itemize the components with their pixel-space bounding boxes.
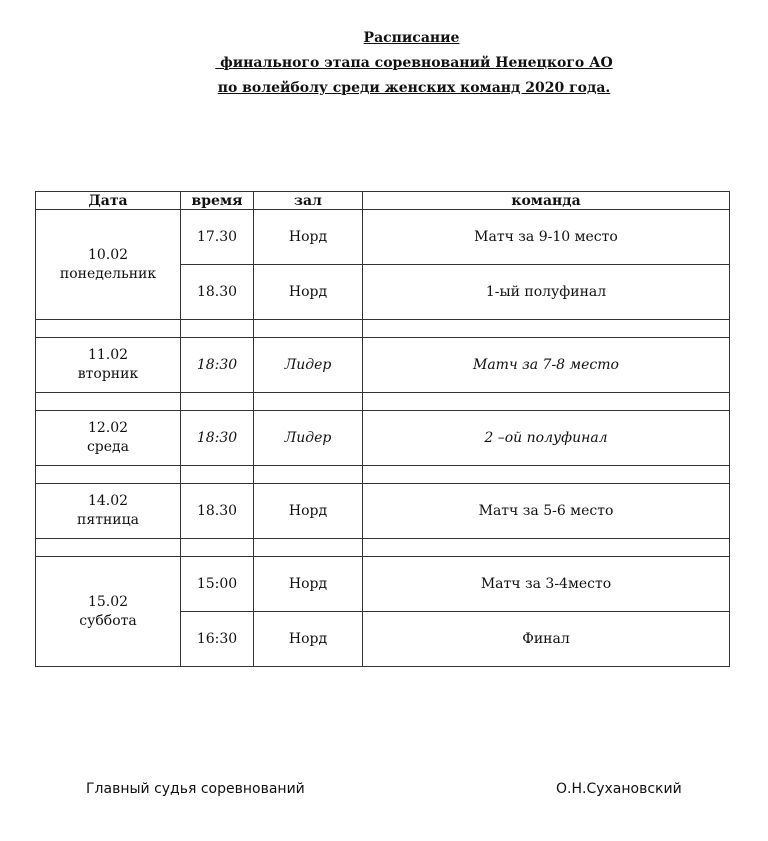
team-cell: Матч за 9-10 место	[363, 210, 730, 265]
spacer-row	[36, 466, 730, 484]
date-cell	[36, 411, 181, 466]
hall-cell: Лидер	[254, 338, 363, 393]
team-cell: Матч за 3-4место	[363, 557, 730, 612]
column-header-hall: зал	[254, 192, 363, 210]
hall-cell: Лидер	[254, 411, 363, 466]
hall-cell: Норд	[254, 210, 363, 265]
team-cell: Матч за 7-8 место	[363, 338, 730, 393]
hall-cell: Норд	[254, 557, 363, 612]
weekday-value: суббота	[79, 612, 137, 629]
hall-cell: Норд	[254, 612, 363, 667]
time-cell: 18.30	[181, 265, 254, 320]
hall-cell: Норд	[254, 265, 363, 320]
weekday-value: пятница	[77, 512, 139, 528]
team-cell: 1-ый полуфинал	[363, 265, 730, 320]
date-value: 12.02	[87, 420, 129, 436]
chief-judge-label: Главный судья соревнований	[86, 781, 305, 797]
title-line-2: финального этапа соревнований Ненецкого АО	[215, 55, 613, 71]
team-cell: Матч за 5-6 место	[363, 484, 730, 539]
weekday-value: среда	[86, 439, 130, 455]
date-value: 14.02	[87, 493, 129, 509]
weekday-value: понедельник	[59, 265, 157, 282]
spacer-row	[36, 393, 730, 411]
weekday-value: вторник	[77, 366, 139, 382]
chief-judge-name: О.Н.Сухановский	[556, 781, 682, 797]
table-row	[36, 210, 730, 265]
column-header-time: время	[181, 192, 254, 210]
team-cell: 2 –ой полуфинал	[363, 411, 730, 466]
table-header-row	[36, 192, 730, 210]
column-header-date: Дата	[36, 192, 181, 210]
date-value: 11.02	[87, 347, 129, 363]
spacer-row	[36, 539, 730, 557]
date-cell	[36, 484, 181, 539]
table-row	[36, 338, 730, 393]
time-cell: 15:00	[181, 557, 254, 612]
date-cell	[36, 210, 181, 320]
document-title	[0, 26, 768, 101]
schedule-table	[35, 191, 730, 667]
table-row	[36, 484, 730, 539]
date-cell	[36, 557, 181, 667]
time-cell: 17.30	[181, 210, 254, 265]
title-line-3: по волейболу среди женских команд 2020 года.	[217, 80, 611, 96]
time-cell: 16:30	[181, 612, 254, 667]
date-value: 10.02	[87, 246, 129, 263]
time-cell: 18.30	[181, 484, 254, 539]
column-header-team: команда	[363, 192, 730, 210]
hall-cell: Норд	[254, 484, 363, 539]
date-cell	[36, 338, 181, 393]
table-row	[36, 411, 730, 466]
spacer-row	[36, 320, 730, 338]
team-cell: Финал	[363, 612, 730, 667]
time-cell: 18:30	[181, 411, 254, 466]
table-row	[36, 557, 730, 612]
title-line-1: Расписание	[363, 30, 460, 46]
date-value: 15.02	[87, 593, 129, 610]
time-cell: 18:30	[181, 338, 254, 393]
